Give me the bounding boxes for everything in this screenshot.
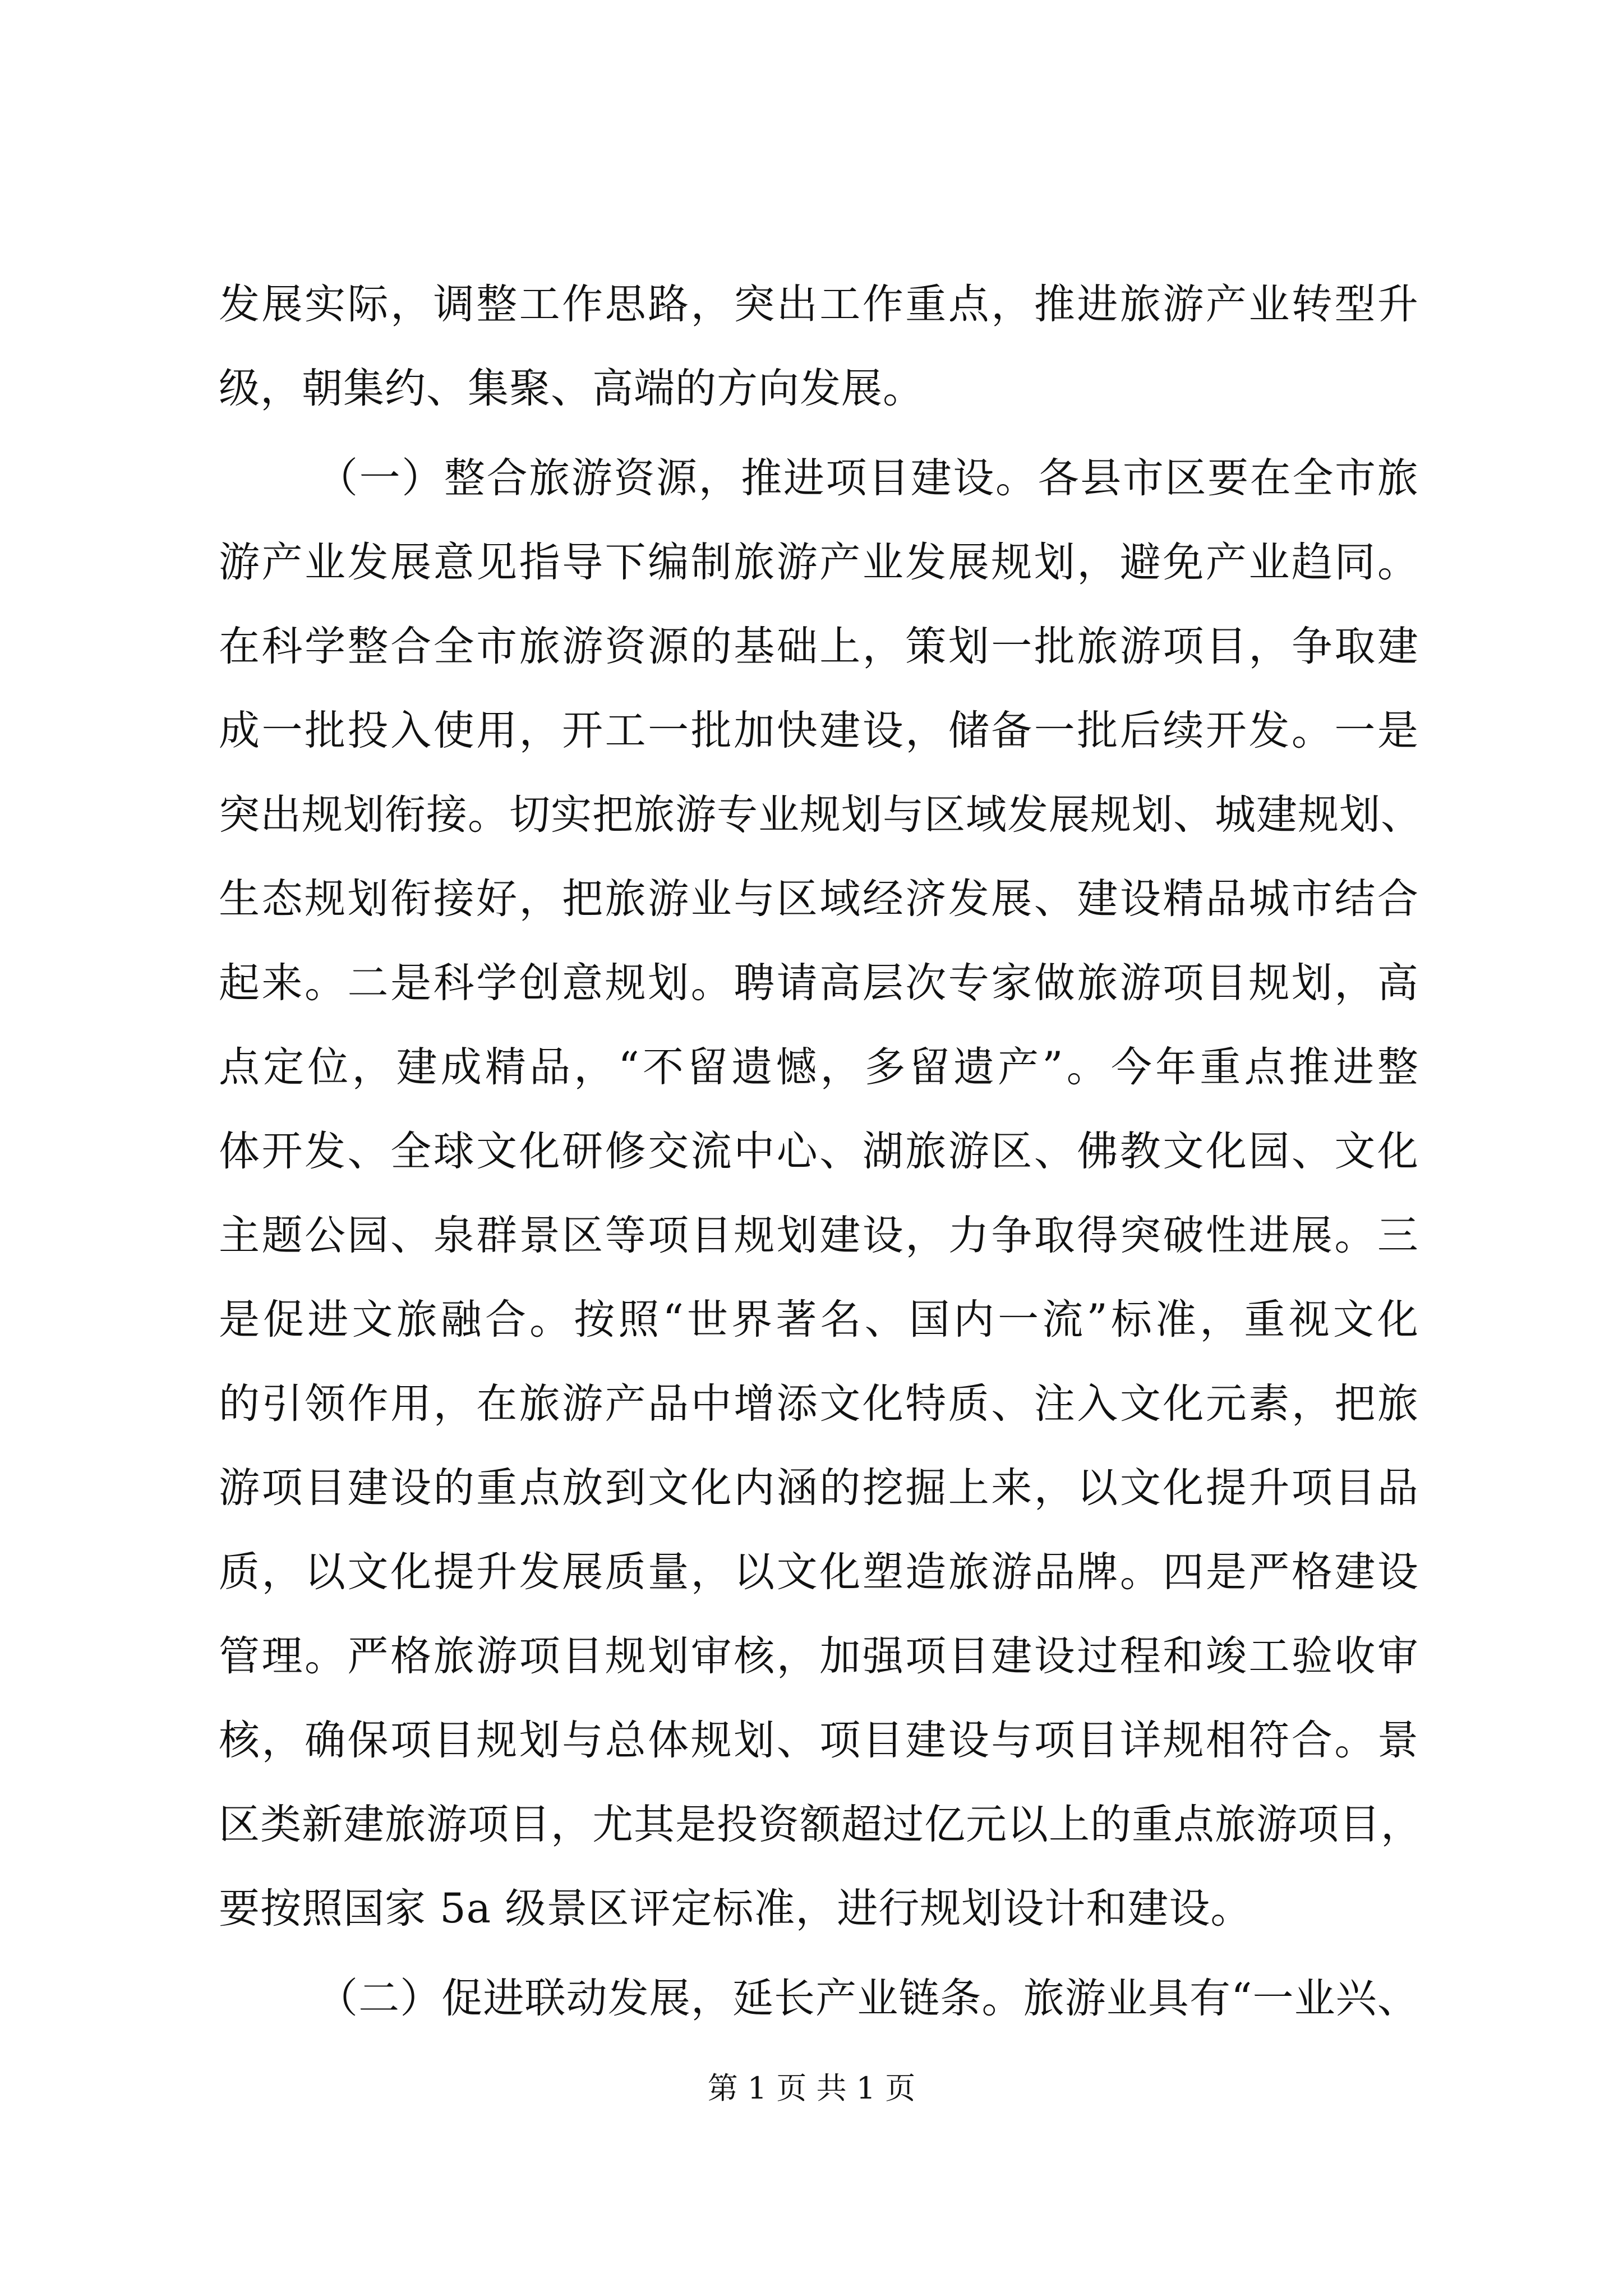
text-line: 成 一 批 投 入 使 用 ， 开 工 一 批 加 快 建 设 ， 储 备 一 批 后 续 开 发 。 一 是 (219, 707, 1419, 754)
text-line: 要按照国家 5a 级景区评定标准，进行规划设计和建设。 (219, 1885, 1252, 1932)
text-line: 游 产 业 发 展 意 见 指 导 下 编 制 旅 游 产 业 发 展 规 划 ， 避 免 产 业 趋 同 。 (219, 539, 1419, 586)
text-line: 起 来 。 二 是 科 学 创 意 规 划 。 聘 请 高 层 次 专 家 做 旅 游 项 目 规 划 ， 高 (219, 959, 1419, 1007)
page-footer: 第 1 页 共 1 页 (707, 2070, 916, 2106)
text-line: 区 类 新 建 旅 游 项 目 ， 尤 其 是 投 资 额 超 过 亿 元 以 上 的 重 点 旅 游 项 目 ， (219, 1801, 1422, 1848)
text-line: 生 态 规 划 衔 接 好 ， 把 旅 游 业 与 区 域 经 济 发 展 、 建 设 精 品 城 市 结 合 (219, 875, 1419, 923)
text-line: 突 出 规 划 衔 接 。 切 实 把 旅 游 专 业 规 划 与 区 域 发 展 规 划 、 城 建 规 划 、 (219, 791, 1422, 839)
text-line: 核 ， 确 保 项 目 规 划 与 总 体 规 划 、 项 目 建 设 与 项 目 详 规 相 符 合 。 景 (219, 1717, 1419, 1764)
paragraph-heading-line: （ 二 ） 促 进 联 动 发 展 ， 延 长 产 业 链 条 。 旅 游 业 具 有 “ 一 业 兴 、 (317, 1975, 1419, 2022)
text-line: 游 项 目 建 设 的 重 点 放 到 文 化 内 涵 的 挖 掘 上 来 ， 以 文 化 提 升 项 目 品 (219, 1464, 1419, 1512)
paragraph-heading-line: （ 一 ） 整 合 旅 游 资 源 ， 推 进 项 目 建 设 。 各 县 市 区 要 在 全 市 旅 (317, 454, 1419, 502)
text-line: 体 开 发 、 全 球 文 化 研 修 交 流 中 心 、 湖 旅 游 区 、 佛 教 文 化 园 、 文 化 (219, 1128, 1419, 1175)
text-line: 的 引 领 作 用 ， 在 旅 游 产 品 中 增 添 文 化 特 质 、 注 入 文 化 元 素 ， 把 旅 (219, 1380, 1419, 1428)
text-line: 质 ， 以 文 化 提 升 发 展 质 量 ， 以 文 化 塑 造 旅 游 品 牌 。 四 是 严 格 建 设 (219, 1548, 1419, 1596)
text-line: 管 理 。 严 格 旅 游 项 目 规 划 审 核 ， 加 强 项 目 建 设 过 程 和 竣 工 验 收 审 (219, 1632, 1419, 1680)
text-line: 发 展 实 际 ， 调 整 工 作 思 路 ， 突 出 工 作 重 点 ， 推 进 旅 游 产 业 转 型 升 (219, 280, 1419, 328)
text-line: 是 促 进 文 旅 融 合 。 按 照 “ 世 界 著 名 、 国 内 一 流 ” 标 准 ， 重 视 文 化 (219, 1296, 1419, 1343)
text-line: 主 题 公 园 、 泉 群 景 区 等 项 目 规 划 建 设 ， 力 争 取 得 突 破 性 进 展 。 三 (219, 1212, 1419, 1259)
text-line: 点 定 位 ， 建 成 精 品 ， “ 不 留 遗 憾 ， 多 留 遗 产 ” 。 今 年 重 点 推 进 整 (219, 1043, 1419, 1091)
text-line: 在 科 学 整 合 全 市 旅 游 资 源 的 基 础 上 ， 策 划 一 批 旅 游 项 目 ， 争 取 建 (219, 623, 1419, 670)
text-line: 级，朝集约、集聚、高端的方向发展。 (219, 365, 924, 412)
